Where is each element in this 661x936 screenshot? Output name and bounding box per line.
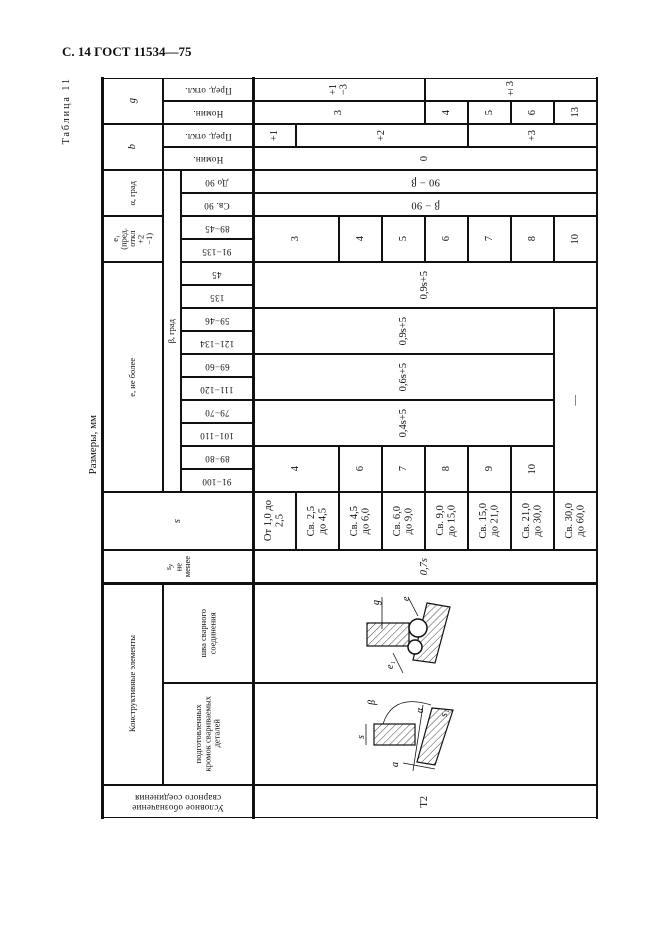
header-g-pred [163,78,253,101]
g-pred-cell [253,78,425,101]
beta-range-value: 59−46 [204,315,230,326]
label-e1: e₁ [385,661,396,669]
b-nomin-cell [253,147,597,170]
s-cell [554,492,597,550]
e-dash-value: — [569,394,581,406]
beta-range-value: 45 [212,269,222,280]
e1-value: 3 [290,236,302,242]
weld-drawing-cell [253,583,597,683]
alpha-over-90-value: β − 90 [410,199,440,211]
beta-range-cell [181,469,253,492]
alpha-over-90-cell [253,193,597,216]
g-nomin-value: 13 [569,107,581,118]
e1-cell [468,216,511,262]
e-row5-value: 8 [440,466,452,472]
label-s1: s₁ [439,709,450,717]
header-b [102,124,163,170]
plate-horizontal [367,623,409,646]
e1-value: 10 [569,233,581,245]
s-value: Св. 4,5 до 6,0 [348,505,372,537]
e1-value: 7 [483,236,495,242]
header-konstr-text: Конструктивные элементы [126,635,137,733]
header-g-nomin [163,101,253,124]
header-alpha-to-90 [181,170,253,193]
header-alpha [102,170,163,216]
beta-range-value: 69−60 [204,361,230,372]
e-row5-value: 7 [397,466,409,472]
header-g [102,78,163,124]
beta-range-value: 89−80 [204,453,230,464]
e1-value: 4 [354,236,366,242]
header-alpha-over-90 [181,193,253,216]
e-row5-value: 4 [290,466,302,472]
e1-cell [511,216,554,262]
e-row5-value: 6 [354,466,366,472]
header-s-text: s [171,518,183,524]
e1-cell [382,216,425,262]
alpha-to-90-value: 90 − β [410,176,440,188]
e-row5-value: 10 [526,463,538,475]
label-g: g [371,600,382,605]
designation-cell [253,785,597,818]
alpha-to-90-cell [253,170,597,193]
header-b-nomin-text: Номин. [192,154,224,165]
s-value: Св. 2,5 до 4,5 [305,505,329,537]
e-value: 0,9s+5 [397,316,409,346]
sy-note: не менее [173,555,192,578]
s-cell [339,492,382,550]
b-nomin-value: 0 [419,155,431,162]
sy-subscript: y [166,563,175,567]
s-value: Св. 30,0 до 60,0 [563,503,587,539]
header-separator [252,77,255,819]
e1-range [181,216,253,239]
e-value: 0,6s+5 [397,362,409,392]
prep-drawing-cell [253,683,597,785]
g-nomin-value: 6 [526,109,538,116]
table-border-right [596,77,598,819]
edge-prep-drawing [253,683,597,785]
header-g-text: g [126,98,138,104]
e-row5-value: 9 [483,466,495,472]
divider [101,491,598,493]
e-value: 0,4s+5 [397,408,409,438]
e-dash-cell [554,308,597,492]
e1-cell [339,216,382,262]
b-pred-cell [468,124,597,147]
g-nomin-cell [253,101,425,124]
e-cell [253,354,554,400]
table-label-text: Таблица 11 [60,77,72,145]
g-pred-value: ±3 [505,81,517,98]
beta-range-cell [181,377,253,400]
e1-range-text: 89−45 [204,223,230,234]
beta-range-cell [181,400,253,423]
weld-bead-bottom [408,640,422,654]
header-g-nomin-text: Номин. [192,108,224,119]
s-cell [382,492,425,550]
header-b-pred [163,124,253,147]
header-e [102,262,163,492]
header-prep [163,683,253,785]
header-g-pred-text: Пред. откл. [184,85,232,96]
header-b-nomin [163,147,253,170]
header-b-pred-text: Пред. откл. [184,131,232,142]
header-e-text: e, не более [126,357,137,397]
e1-cell [253,216,339,262]
header-konstr [102,583,163,785]
beta-range-cell [181,308,253,331]
s-value: Св. 15,0 до 21,0 [477,503,501,539]
sy-value: 0,7s [419,557,431,576]
e-row5-cell [468,446,511,492]
e1-value: 8 [526,236,538,242]
beta-range-cell [181,423,253,446]
label-alpha: α [415,707,426,713]
g-pred-value: +1 −3 [327,83,349,96]
g-nomin-value: 3 [333,109,345,116]
plate-horizontal [374,724,415,745]
beta-range-cell [181,331,253,354]
b-pred-cell [253,124,296,147]
e1-value: 6 [440,236,452,242]
units-note [85,405,101,485]
weld-joint-drawing [253,583,597,683]
header-sy [102,550,253,583]
header-weld [163,583,253,683]
label-a: a [390,762,401,767]
beta-range-value: 79−70 [204,407,230,418]
table-border-left [101,77,104,819]
header-designation-text: Условное обозначение сварного соединения [131,792,224,813]
e1-value: 5 [397,236,409,242]
e1-cell [425,216,468,262]
e-row5-cell [339,446,382,492]
g-nomin-value: 4 [440,109,452,116]
header-alpha-to-90-text: До 90 [205,177,229,188]
g-nomin-cell [425,101,468,124]
beta-range-cell [181,354,253,377]
b-pred-value: +1 [268,129,280,142]
g-nomin-cell [511,101,554,124]
units-note-text: Размеры, мм [86,415,99,475]
e-cell [253,262,597,308]
header-e1-text: e₁ (пред. откл +2 −1) [110,228,155,250]
table-label [58,75,74,147]
s-cell [296,492,339,550]
header-prep-text: подготовленных кромок свариваемых деталей [192,696,222,772]
s-value: Св. 21,0 до 30,0 [520,503,544,539]
header-b-text: b [126,144,138,150]
e1-range-text: 91−135 [202,246,232,257]
header-weld-text: шва сварного соединения [197,608,217,658]
sy-symbol: s [162,566,173,570]
beta-range-cell [181,262,253,285]
sy-cell [253,550,597,583]
e1-cell [554,216,597,262]
e-row5-cell [253,446,339,492]
b-pred-value: +2 [376,129,388,142]
s-value: Св. 9,0 до 15,0 [434,505,458,537]
header-beta [163,170,181,492]
s-cell [253,492,296,550]
e1-range [181,239,253,262]
s-cell [425,492,468,550]
header-sy-text [164,556,192,577]
weld-bead-top [409,619,427,637]
b-pred-value: +3 [526,129,538,142]
g-nomin-cell [468,101,511,124]
b-pred-cell [296,124,468,147]
beta-range-value: 121−134 [199,338,235,349]
header-s [102,492,253,550]
divider [101,582,598,585]
beta-range-value: 111−120 [200,384,234,395]
label-beta: β [367,700,378,705]
g-nomin-cell [554,101,597,124]
e-row5-cell [425,446,468,492]
beta-range-cell [181,446,253,469]
e-cell [253,400,554,446]
beta-range-value: 101−110 [200,430,234,441]
header-e1 [102,216,163,262]
designation-value: Т2 [419,795,431,808]
header-designation [102,785,253,818]
page-title: С. 14 ГОСТ 11534—75 [62,44,192,59]
e-value: 0,9s+5 [419,270,431,300]
s-value: Св. 6,0 до 9,0 [391,505,415,537]
header-alpha-over-90-text: Св. 90 [204,200,230,211]
beta-range-cell [181,285,253,308]
g-nomin-value: 5 [483,109,495,116]
label-s: s [356,735,367,739]
e-row5-cell [511,446,554,492]
beta-range-value: 91−100 [202,476,232,487]
e-row5-cell [382,446,425,492]
header-beta-text: β, град [166,318,177,344]
label-e: e [401,596,412,601]
beta-range-value: 135 [209,292,225,303]
s-cell [468,492,511,550]
s-value: От 1,0 до 2,5 [262,500,286,542]
header-alpha-text: α, град [126,180,137,206]
e-cell [253,308,554,354]
s-cell [511,492,554,550]
g-pred-cell [425,78,597,101]
